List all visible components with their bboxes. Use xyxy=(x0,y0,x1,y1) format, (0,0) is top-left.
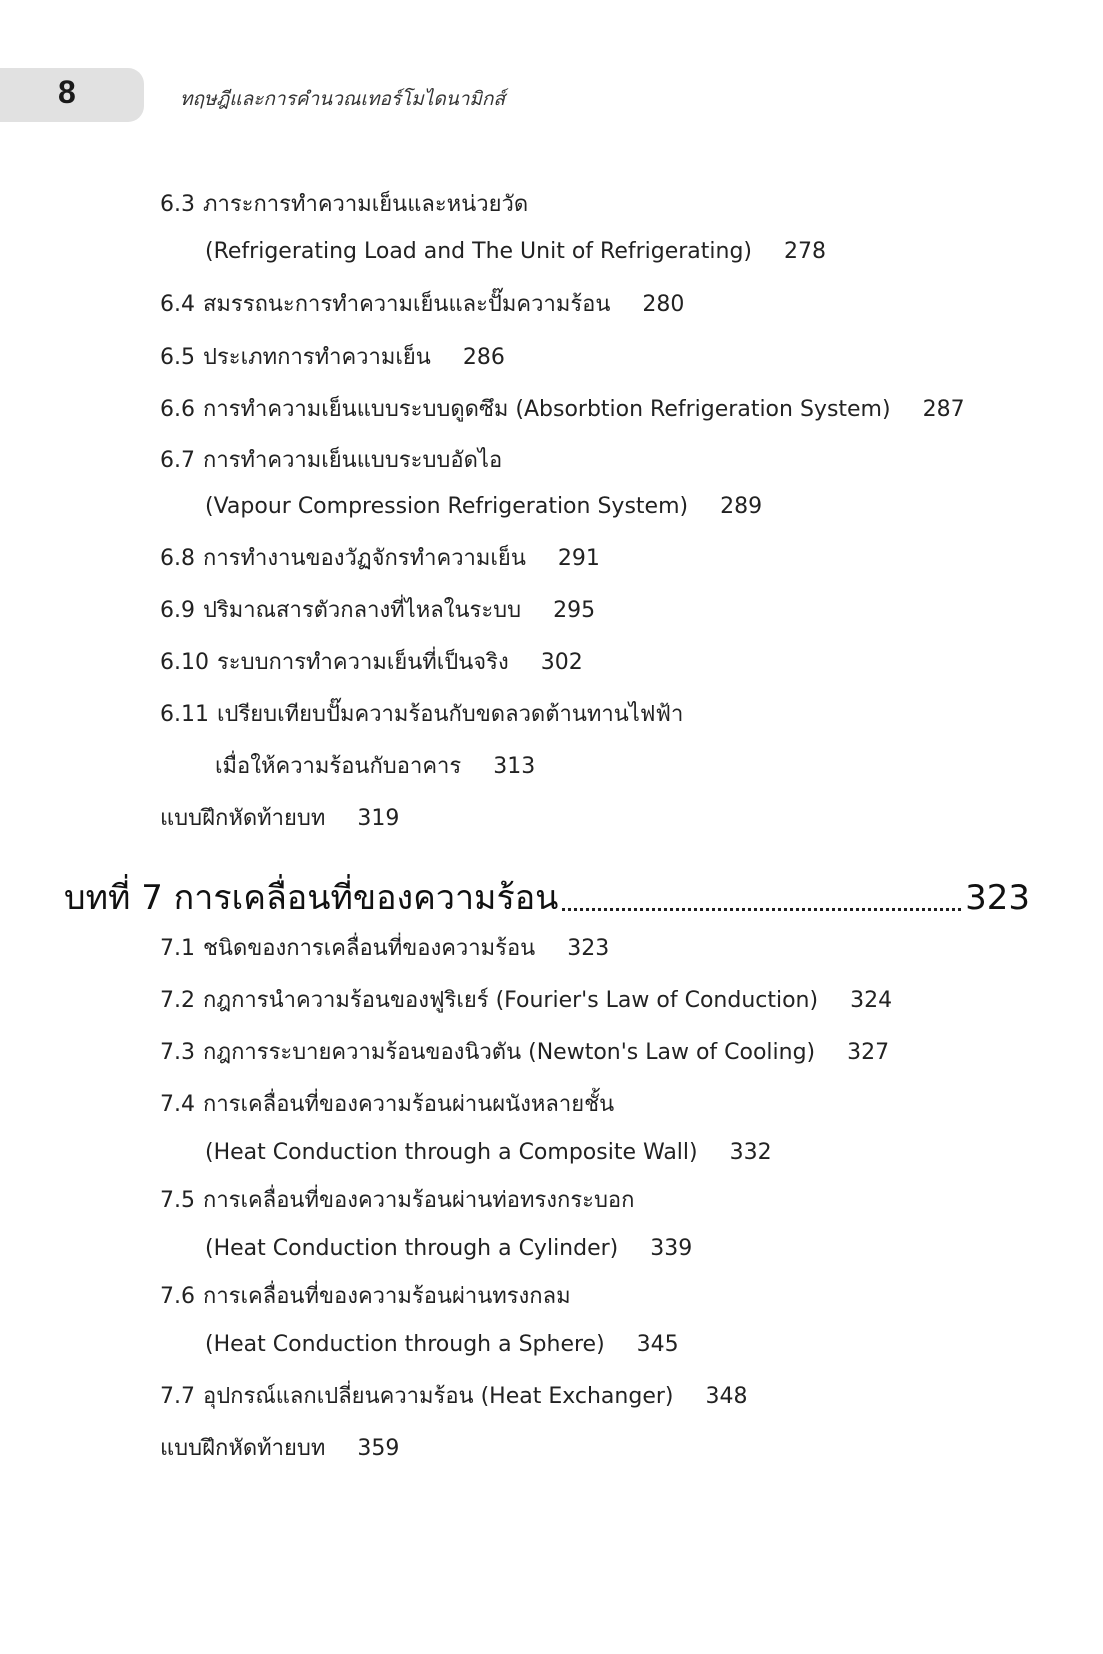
entry-number: 7.3 xyxy=(160,1040,195,1065)
entry-title: ประเภทการทำความเย็น xyxy=(203,345,431,370)
toc-entry-exercises-ch7[interactable] xyxy=(160,1434,399,1464)
entry-title: (Refrigerating Load and The Unit of Refrigerating) xyxy=(205,239,753,264)
toc-entry-6-3-english[interactable] xyxy=(205,237,826,267)
toc-entry-6-9[interactable] xyxy=(160,596,595,626)
entry-number: 6.6 xyxy=(160,397,195,422)
entry-page: 332 xyxy=(729,1140,772,1165)
entry-title: ปริมาณสารตัวกลางที่ไหลในระบบ xyxy=(203,598,522,623)
entry-title: ระบบการทำความเย็นที่เป็นจริง xyxy=(216,650,509,675)
entry-page: 345 xyxy=(636,1332,679,1357)
entry-title: เมื่อให้ความร้อนกับอาคาร xyxy=(215,754,462,779)
entry-title: การทำความเย็นแบบระบบอัดไอ xyxy=(203,448,503,473)
entry-title: เปรียบเทียบปั๊มความร้อนกับขดลวดต้านทานไฟฟ้า xyxy=(216,702,684,727)
entry-number: 6.9 xyxy=(160,598,195,623)
entry-title: (Heat Conduction through a Cylinder) xyxy=(205,1236,619,1261)
toc-entry-7-7[interactable] xyxy=(160,1382,747,1412)
entry-page: 348 xyxy=(705,1384,748,1409)
entry-title: การเคลื่อนที่ของความร้อนผ่านทรงกลม xyxy=(203,1284,571,1309)
entry-title: (Vapour Compression Refrigeration System) xyxy=(205,494,689,519)
entry-number: 6.7 xyxy=(160,448,195,473)
entry-title: แบบฝึกหัดท้ายบท xyxy=(160,806,326,831)
entry-page: 313 xyxy=(493,754,536,779)
entry-number: 7.7 xyxy=(160,1384,195,1409)
entry-title: (Heat Conduction through a Sphere) xyxy=(205,1332,605,1357)
entry-title: การเคลื่อนที่ของความร้อนผ่านท่อทรงกระบอก xyxy=(203,1188,635,1213)
entry-number: 6.5 xyxy=(160,345,195,370)
toc-entry-6-8[interactable] xyxy=(160,544,600,574)
entry-number: 6.3 xyxy=(160,192,195,217)
entry-page: 280 xyxy=(642,292,685,317)
entry-page: 359 xyxy=(357,1436,400,1461)
entry-page: 287 xyxy=(922,397,965,422)
dot-leader xyxy=(562,907,961,911)
chapter-page: 323 xyxy=(965,878,1030,918)
entry-title: อุปกรณ์แลกเปลี่ยนความร้อน (Heat Exchanger) xyxy=(203,1384,674,1409)
entry-page: 289 xyxy=(720,494,763,519)
entry-title: สมรรถนะการทำความเย็นและปั๊มความร้อน xyxy=(203,292,611,317)
entry-number: 6.4 xyxy=(160,292,195,317)
entry-page: 291 xyxy=(557,546,600,571)
entry-page: 319 xyxy=(357,806,400,831)
toc-entry-6-6[interactable] xyxy=(160,395,965,425)
entry-number: 6.11 xyxy=(160,702,209,727)
toc-entry-6-11[interactable] xyxy=(160,700,683,730)
toc-entry-6-10[interactable] xyxy=(160,648,583,678)
toc-entry-6-5[interactable] xyxy=(160,343,505,373)
entry-number: 7.6 xyxy=(160,1284,195,1309)
entry-number: 7.4 xyxy=(160,1092,195,1117)
entry-title: ภาระการทำความเย็นและหน่วยวัด xyxy=(203,192,529,217)
toc-entry-7-2[interactable] xyxy=(160,986,892,1016)
entry-page: 324 xyxy=(850,988,893,1013)
toc-entry-7-4[interactable] xyxy=(160,1090,614,1120)
entry-title: แบบฝึกหัดท้ายบท xyxy=(160,1436,326,1461)
entry-number: 6.10 xyxy=(160,650,209,675)
running-header: ทฤษฎีและการคำนวณเทอร์โมไดนามิกส์ xyxy=(180,88,505,110)
chapter-title: บทที่ 7 การเคลื่อนที่ของความร้อน xyxy=(64,878,559,918)
entry-page: 339 xyxy=(650,1236,693,1261)
toc-entry-7-5[interactable] xyxy=(160,1186,634,1216)
toc-entry-7-6[interactable] xyxy=(160,1282,571,1312)
toc-entry-7-6-english[interactable] xyxy=(205,1330,679,1360)
toc-entry-7-1[interactable] xyxy=(160,934,609,964)
page-number: 8 xyxy=(58,74,76,110)
entry-number: 7.1 xyxy=(160,936,195,961)
entry-number: 6.8 xyxy=(160,546,195,571)
entry-page: 295 xyxy=(553,598,596,623)
entry-title: การทำงานของวัฏจักรทำความเย็น xyxy=(203,546,526,571)
entry-number: 7.5 xyxy=(160,1188,195,1213)
entry-title: กฎการระบายความร้อนของนิวตัน (Newton's Law of Cooling) xyxy=(203,1040,816,1065)
entry-title: (Heat Conduction through a Composite Wall) xyxy=(205,1140,698,1165)
entry-title: ชนิดของการเคลื่อนที่ของความร้อน xyxy=(203,936,536,961)
entry-page: 323 xyxy=(567,936,610,961)
entry-title: กฎการนำความร้อนของฟูริเยร์ (Fourier's Law of Conduction) xyxy=(203,988,819,1013)
entry-page: 327 xyxy=(847,1040,890,1065)
toc-entry-exercises-ch6[interactable] xyxy=(160,804,399,834)
entry-page: 286 xyxy=(462,345,505,370)
toc-entry-6-3[interactable] xyxy=(160,190,528,220)
entry-page: 278 xyxy=(784,239,827,264)
entry-title: การเคลื่อนที่ของความร้อนผ่านผนังหลายชั้น xyxy=(203,1092,615,1117)
entry-page: 302 xyxy=(540,650,583,675)
toc-entry-7-3[interactable] xyxy=(160,1038,889,1068)
toc-entry-6-4[interactable] xyxy=(160,290,684,320)
entry-title: การทำความเย็นแบบระบบดูดซึม (Absorbtion Refrigeration System) xyxy=(203,397,891,422)
entry-number: 7.2 xyxy=(160,988,195,1013)
chapter-7-heading[interactable] xyxy=(64,872,1030,920)
toc-entry-7-4-english[interactable] xyxy=(205,1138,772,1168)
toc-entry-7-5-english[interactable] xyxy=(205,1234,692,1264)
toc-entry-6-7-english[interactable] xyxy=(205,492,762,522)
toc-entry-6-7[interactable] xyxy=(160,446,502,476)
toc-entry-6-11-continued[interactable] xyxy=(215,752,535,782)
